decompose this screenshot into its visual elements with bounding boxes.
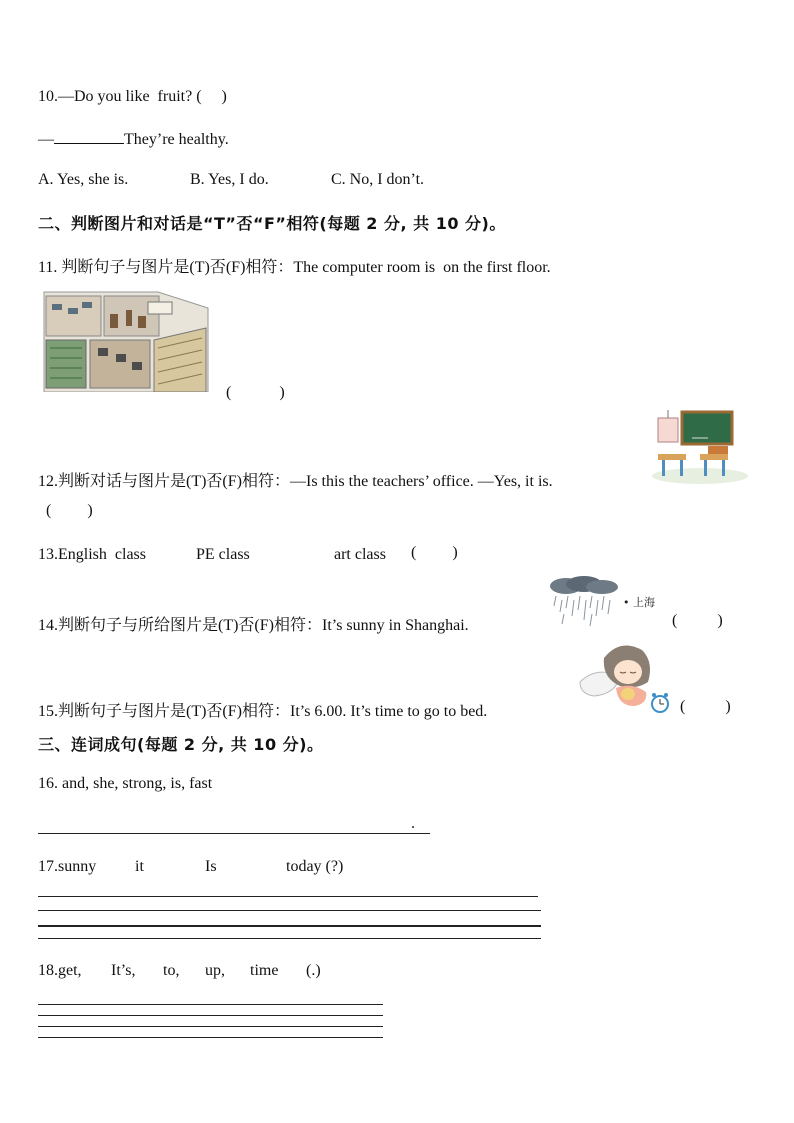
q10-option-a: A. Yes, she is. [38, 171, 129, 188]
q16-answer-line[interactable] [38, 833, 430, 834]
q10-answer-blank[interactable] [54, 129, 124, 144]
classroom-picture [648, 410, 748, 486]
q18-answer-line-2[interactable] [38, 1015, 383, 1016]
q18-word-time: time [250, 962, 279, 979]
q10-question: 10.—Do you like fruit? ( ) [38, 88, 227, 105]
q10-reply-dash: — [38, 131, 54, 148]
q17-answer-line-1[interactable] [38, 896, 538, 897]
q18-answer-line-4[interactable] [38, 1037, 383, 1038]
q17-word-it: it [135, 858, 144, 875]
q10-reply [38, 129, 229, 149]
section2-heading: 二、判断图片和对话是“T”否“F”相符(每题 2 分, 共 10 分)。 [38, 214, 506, 233]
q18-end-mark: (.) [306, 962, 321, 979]
q14-city-label: • 上海 [623, 596, 655, 609]
q17-word-is: Is [205, 858, 217, 875]
q18-word-to: to, [163, 962, 180, 979]
q18-answer-line-1[interactable] [38, 1004, 383, 1005]
q17-answer-line-3[interactable] [38, 925, 541, 927]
girl-with-alarm-clock-picture [576, 638, 672, 716]
q17-word-today: today (?) [286, 858, 344, 875]
q13-answer-paren[interactable]: ( ) [411, 544, 458, 561]
q10-option-c: C. No, I don’t. [331, 171, 425, 188]
section3-heading: 三、连词成句(每题 2 分, 共 10 分)。 [38, 735, 324, 754]
q18-word-its: It’s, [111, 962, 136, 979]
q15-text: 15.判断句子与图片是(T)否(F)相符：It’s 6.00. It’s time to go to bed. [38, 703, 488, 720]
q16-end-mark: . [411, 815, 415, 832]
q15-answer-paren[interactable]: ( ) [680, 698, 731, 715]
rain-cloud-picture [548, 576, 620, 628]
q17-answer-line-4[interactable] [38, 938, 541, 939]
q13-option-pe: PE class [196, 546, 250, 563]
q14-answer-paren[interactable]: ( ) [672, 612, 723, 629]
q18-word-up: up, [205, 962, 225, 979]
school-building-picture [38, 288, 210, 392]
q18-word-get: 18.get, [38, 962, 82, 979]
q14-text: 14.判断句子与所给图片是(T)否(F)相符：It’s sunny in Shanghai. [38, 617, 469, 634]
q11-text: 11. 判断句子与图片是(T)否(F)相符：The computer room is on the first floor. [38, 259, 551, 276]
q17-word-sunny: 17.sunny [38, 858, 97, 875]
q10-option-b: B. Yes, I do. [190, 171, 269, 188]
q12-text: 12.判断对话与图片是(T)否(F)相符：—Is this the teachers’ office. —Yes, it is. [38, 473, 553, 490]
q11-answer-paren[interactable]: ( ) [226, 384, 285, 401]
q10-reply-text: They’re healthy. [124, 131, 229, 148]
q12-answer-paren[interactable]: ( ) [46, 502, 93, 519]
q13-option-english: 13.English class [38, 546, 146, 563]
q16-words: 16. and, she, strong, is, fast [38, 775, 213, 792]
q18-answer-line-3[interactable] [38, 1026, 383, 1027]
q17-answer-line-2[interactable] [38, 910, 541, 911]
q13-option-art: art class [334, 546, 386, 563]
